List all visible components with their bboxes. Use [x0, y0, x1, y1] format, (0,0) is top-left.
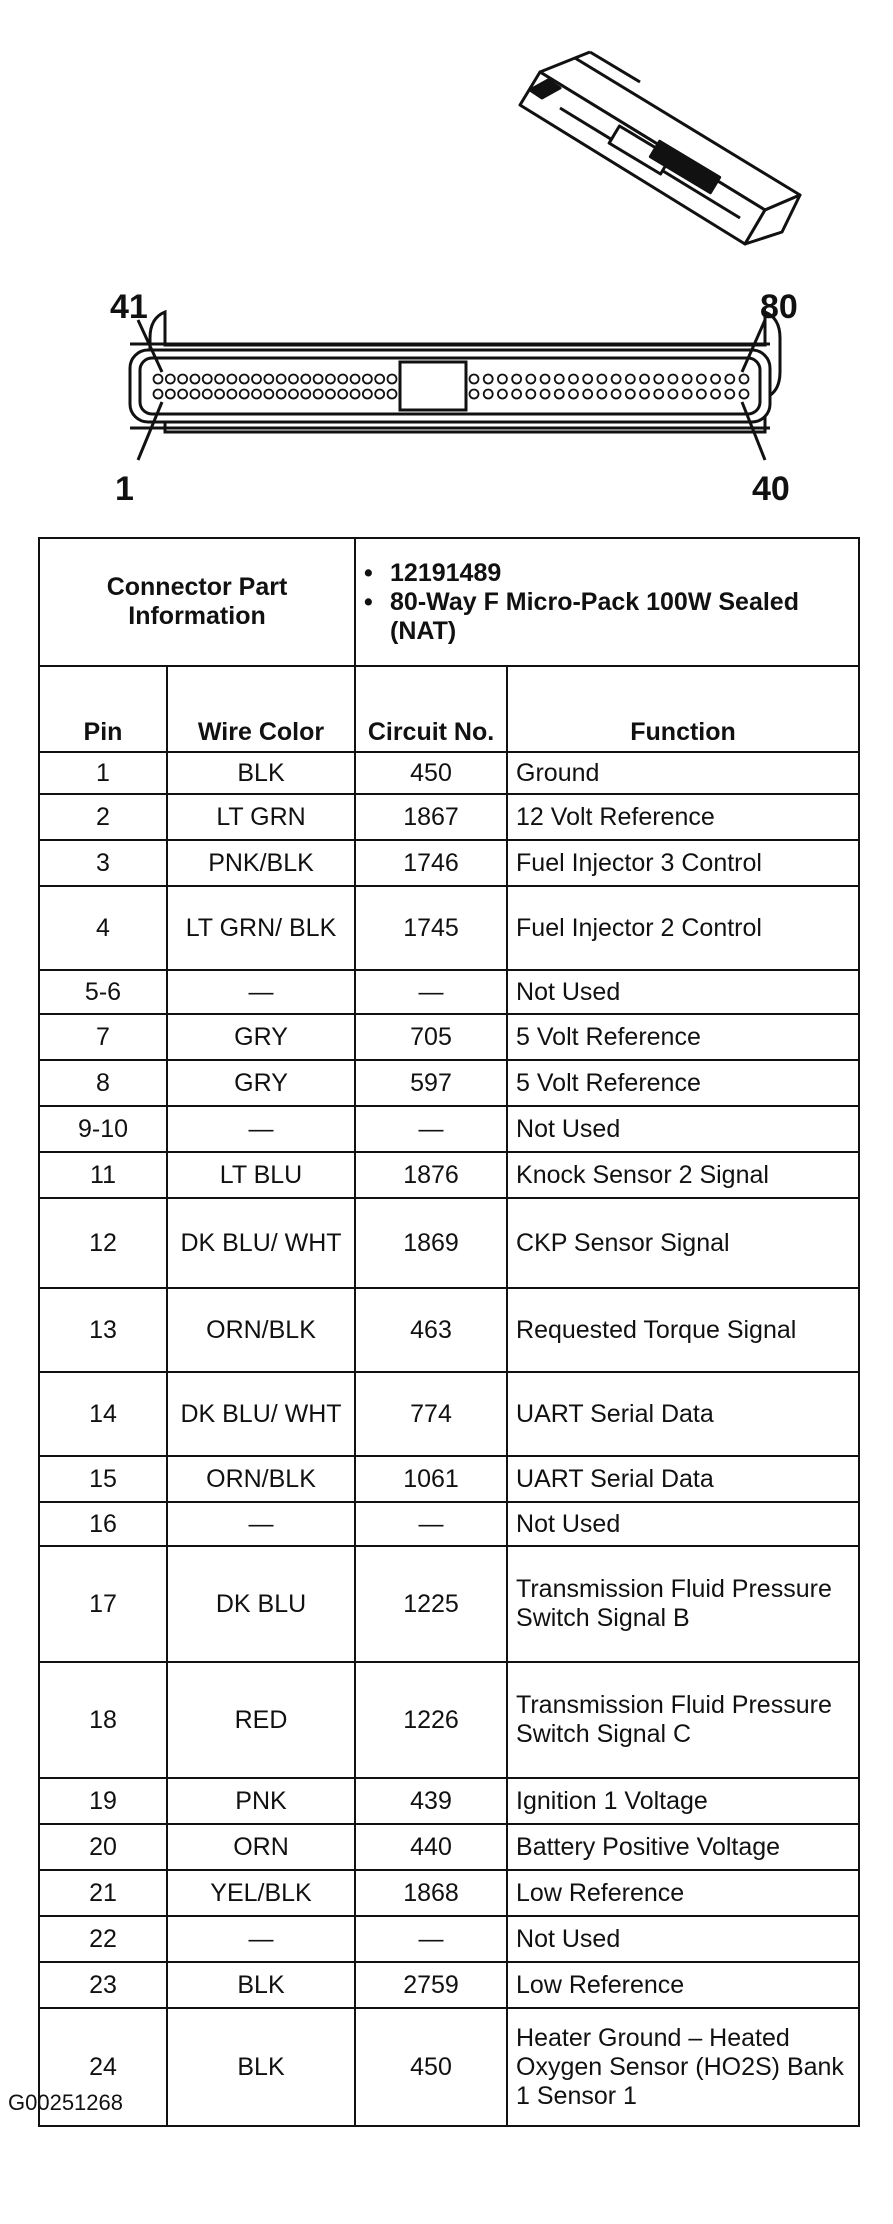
pin-hole [154, 375, 163, 384]
function-cell: Low Reference [507, 1962, 859, 2008]
pin-hole [388, 390, 397, 399]
pin-hole [203, 390, 212, 399]
pin-cell: 13 [39, 1288, 167, 1372]
function-cell: Not Used [507, 1916, 859, 1962]
figure-id: G00251268 [8, 2090, 123, 2115]
function-cell: Not Used [507, 1502, 859, 1546]
pin-hole [612, 375, 621, 384]
pinout-table [38, 537, 860, 2127]
pin-hole [654, 390, 663, 399]
pin-hole [697, 390, 706, 399]
pin-hole [314, 390, 323, 399]
pin-hole [526, 390, 535, 399]
table-row [39, 840, 859, 886]
circuit-cell: — [355, 1916, 507, 1962]
pin-hole [626, 390, 635, 399]
pin-hole [215, 375, 224, 384]
circuit-cell: 450 [355, 2008, 507, 2126]
function-cell: 12 Volt Reference [507, 794, 859, 840]
header-circuit-no: Circuit No. [355, 666, 507, 752]
header-wire-color: Wire Color [167, 666, 355, 752]
pin-hole [375, 390, 384, 399]
circuit-cell: 2759 [355, 1962, 507, 2008]
pin-label-40: 40 [752, 470, 790, 508]
pin-cell: 1 [39, 752, 167, 794]
pin-cell: 8 [39, 1060, 167, 1106]
circuit-cell: 463 [355, 1288, 507, 1372]
wire-color-cell: BLK [167, 752, 355, 794]
pin-hole [555, 390, 564, 399]
wire-color-cell: YEL/BLK [167, 1870, 355, 1916]
pin-hole [178, 375, 187, 384]
pin-hole [654, 375, 663, 384]
table-row [39, 886, 859, 970]
circuit-cell: 705 [355, 1014, 507, 1060]
circuit-cell: — [355, 970, 507, 1014]
pin-hole [351, 390, 360, 399]
pin-cell: 11 [39, 1152, 167, 1198]
pin-hole [301, 375, 310, 384]
pin-cell: 4 [39, 886, 167, 970]
wire-color-cell: — [167, 1106, 355, 1152]
pin-cell: 16 [39, 1502, 167, 1546]
wire-color-cell: PNK/BLK [167, 840, 355, 886]
pin-hole [541, 390, 550, 399]
table-row [39, 2008, 859, 2126]
function-cell: Fuel Injector 3 Control [507, 840, 859, 886]
pin-label-1: 1 [115, 470, 134, 508]
wire-color-cell: DK BLU/ WHT [167, 1372, 355, 1456]
pin-hole [264, 390, 273, 399]
circuit-cell: 1869 [355, 1198, 507, 1288]
pin-hole [190, 375, 199, 384]
function-cell: Not Used [507, 1106, 859, 1152]
pin-hole [683, 390, 692, 399]
circuit-cell: 1745 [355, 886, 507, 970]
circuit-cell: 1867 [355, 794, 507, 840]
connector-face [130, 312, 780, 432]
pin-hole [240, 390, 249, 399]
function-cell: CKP Sensor Signal [507, 1198, 859, 1288]
pin-hole [498, 390, 507, 399]
pin-cell: 9-10 [39, 1106, 167, 1152]
pin-hole [711, 390, 720, 399]
table-row [39, 1662, 859, 1778]
pin-cell: 23 [39, 1962, 167, 2008]
function-cell: Ground [507, 752, 859, 794]
pin-hole [338, 375, 347, 384]
wire-color-cell: — [167, 970, 355, 1014]
pin-hole [351, 375, 360, 384]
pin-cell: 22 [39, 1916, 167, 1962]
circuit-cell: 440 [355, 1824, 507, 1870]
pin-hole [597, 375, 606, 384]
pin-hole [569, 375, 578, 384]
circuit-cell: 1061 [355, 1456, 507, 1502]
pin-hole [154, 390, 163, 399]
circuit-cell: 1868 [355, 1870, 507, 1916]
pin-hole [264, 375, 273, 384]
pin-hole [583, 375, 592, 384]
pin-hole [277, 375, 286, 384]
wire-color-cell: PNK [167, 1778, 355, 1824]
pin-hole [470, 390, 479, 399]
function-cell: Fuel Injector 2 Control [507, 886, 859, 970]
circuit-cell: 439 [355, 1778, 507, 1824]
header-pin: Pin [39, 666, 167, 752]
wire-color-cell: DK BLU [167, 1546, 355, 1662]
table-row [39, 1372, 859, 1456]
table-row [39, 1546, 859, 1662]
function-cell: Knock Sensor 2 Signal [507, 1152, 859, 1198]
pin-hole [252, 390, 261, 399]
connector-info-label: Connector Part Information [39, 538, 355, 666]
pin-hole [526, 375, 535, 384]
pin-hole [484, 375, 493, 384]
wire-color-cell: ORN/BLK [167, 1456, 355, 1502]
function-cell: 5 Volt Reference [507, 1060, 859, 1106]
pin-hole [725, 390, 734, 399]
pin-cell: 14 [39, 1372, 167, 1456]
pin-hole [240, 375, 249, 384]
pin-hole [227, 375, 236, 384]
pin-cell: 7 [39, 1014, 167, 1060]
pin-label-41: 41 [110, 288, 148, 326]
pin-hole [597, 390, 606, 399]
table-row [39, 1870, 859, 1916]
pin-hole [375, 375, 384, 384]
pin-hole [512, 390, 521, 399]
table-row [39, 1288, 859, 1372]
pin-hole [363, 375, 372, 384]
pin-cell: 5-6 [39, 970, 167, 1014]
header-row [39, 666, 859, 752]
wire-color-cell: ORN [167, 1824, 355, 1870]
wire-color-cell: DK BLU/ WHT [167, 1198, 355, 1288]
pin-hole [740, 390, 749, 399]
pin-hole [388, 375, 397, 384]
table-row [39, 1916, 859, 1962]
pin-hole [668, 375, 677, 384]
circuit-cell: 450 [355, 752, 507, 794]
function-cell: Battery Positive Voltage [507, 1824, 859, 1870]
wire-color-cell: LT GRN [167, 794, 355, 840]
wire-color-cell: RED [167, 1662, 355, 1778]
pin-hole [626, 375, 635, 384]
table-row [39, 1456, 859, 1502]
pin-hole [470, 375, 479, 384]
pin-cell: 15 [39, 1456, 167, 1502]
pin-hole [555, 375, 564, 384]
wire-color-cell: LT BLU [167, 1152, 355, 1198]
pin-cell: 20 [39, 1824, 167, 1870]
pin-hole [203, 375, 212, 384]
function-cell: 5 Volt Reference [507, 1014, 859, 1060]
pin-hole [277, 390, 286, 399]
table-row [39, 1502, 859, 1546]
table-row [39, 1152, 859, 1198]
pin-cell: 3 [39, 840, 167, 886]
function-cell: Ignition 1 Voltage [507, 1778, 859, 1824]
pin-hole [252, 375, 261, 384]
pin-hole [683, 375, 692, 384]
pin-hole [512, 375, 521, 384]
table-row [39, 1962, 859, 2008]
pin-hole [697, 375, 706, 384]
function-cell: Transmission Fluid Pressure Switch Signal B [507, 1546, 859, 1662]
pin-cell: 12 [39, 1198, 167, 1288]
pin-hole [289, 375, 298, 384]
circuit-cell: 774 [355, 1372, 507, 1456]
table-row [39, 794, 859, 840]
circuit-cell: 597 [355, 1060, 507, 1106]
pin-hole [227, 390, 236, 399]
pin-hole [363, 390, 372, 399]
wire-color-cell: — [167, 1502, 355, 1546]
pin-hole [640, 390, 649, 399]
pin-hole [289, 390, 298, 399]
connector-3d-icon [520, 52, 800, 244]
function-cell: Low Reference [507, 1870, 859, 1916]
pin-cell: 19 [39, 1778, 167, 1824]
pin-hole [338, 390, 347, 399]
pin-cell: 18 [39, 1662, 167, 1778]
pin-hole [326, 375, 335, 384]
wire-color-cell: BLK [167, 2008, 355, 2126]
table-row [39, 1106, 859, 1152]
connector-diagram [0, 0, 893, 520]
circuit-cell: 1225 [355, 1546, 507, 1662]
wire-color-cell: LT GRN/ BLK [167, 886, 355, 970]
circuit-cell: 1226 [355, 1662, 507, 1778]
table-row [39, 1060, 859, 1106]
pin-hole [583, 390, 592, 399]
connector-info-row [39, 538, 859, 666]
function-cell: UART Serial Data [507, 1372, 859, 1456]
circuit-cell: — [355, 1106, 507, 1152]
pin-cell: 21 [39, 1870, 167, 1916]
pin-cell: 17 [39, 1546, 167, 1662]
pin-hole [740, 375, 749, 384]
pin-hole [668, 390, 677, 399]
circuit-cell: — [355, 1502, 507, 1546]
pin-hole [569, 390, 578, 399]
table-row [39, 970, 859, 1014]
wire-color-cell: BLK [167, 1962, 355, 2008]
function-cell: Heater Ground – Heated Oxygen Sensor (HO2S) Bank 1 Sensor 1 [507, 2008, 859, 2126]
pin-hole [326, 390, 335, 399]
pin-cell: 2 [39, 794, 167, 840]
pin-hole [711, 375, 720, 384]
pin-hole [190, 390, 199, 399]
circuit-cell: 1876 [355, 1152, 507, 1198]
part-number: 12191489 [390, 558, 502, 587]
connector-info-values: • 12191489 • 80-Way F Micro-Pack 100W Sealed (NAT) [355, 538, 859, 666]
pin-hole [178, 390, 187, 399]
wire-color-cell: — [167, 1916, 355, 1962]
header-function: Function [507, 666, 859, 752]
pin-hole [301, 390, 310, 399]
circuit-cell: 1746 [355, 840, 507, 886]
function-cell: Requested Torque Signal [507, 1288, 859, 1372]
table-row [39, 1198, 859, 1288]
wire-color-cell: ORN/BLK [167, 1288, 355, 1372]
pin-hole [725, 375, 734, 384]
pin-hole [166, 390, 175, 399]
pin-hole [314, 375, 323, 384]
table-row [39, 1778, 859, 1824]
wire-color-cell: GRY [167, 1014, 355, 1060]
connector-description: 80-Way F Micro-Pack 100W Sealed (NAT) [390, 587, 799, 645]
function-cell: Transmission Fluid Pressure Switch Signal C [507, 1662, 859, 1778]
pin-hole [541, 375, 550, 384]
function-cell: UART Serial Data [507, 1456, 859, 1502]
pin-hole [215, 390, 224, 399]
pin-hole [612, 390, 621, 399]
function-cell: Not Used [507, 970, 859, 1014]
wire-color-cell: GRY [167, 1060, 355, 1106]
pin-label-80: 80 [760, 288, 798, 326]
pin-hole [498, 375, 507, 384]
pin-cell: 24 [39, 2008, 167, 2126]
table-row [39, 752, 859, 794]
table-row [39, 1014, 859, 1060]
pin-hole [640, 375, 649, 384]
pin-hole [166, 375, 175, 384]
table-row [39, 1824, 859, 1870]
pin-hole [484, 390, 493, 399]
